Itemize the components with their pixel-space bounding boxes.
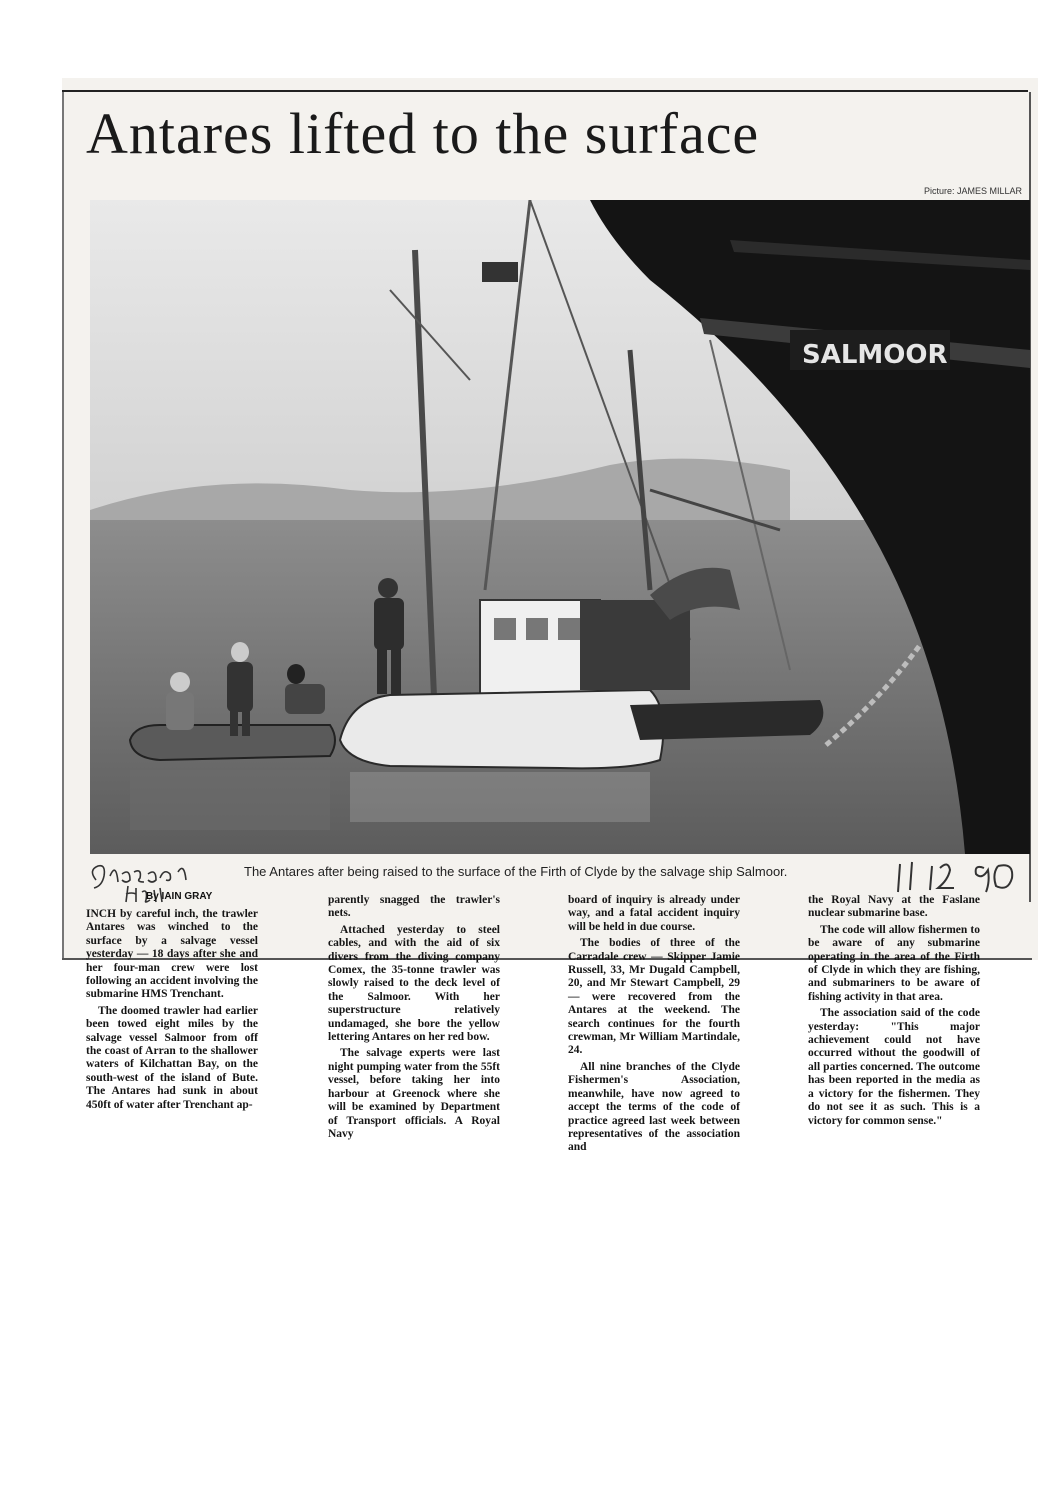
paragraph: parently snagged the trawler's nets. [328, 894, 500, 920]
photo-credit: Picture: JAMES MILLAR [923, 186, 1022, 196]
headline: Antares lifted to the surface [86, 101, 760, 166]
article-column-2 [328, 894, 500, 1144]
paragraph: The doomed trawler had earlier been towed eight miles by the salvage vessel Salmoor from off the coast of Arran to the shallower waters of Kilchattan Bay, on the south-west of the island of Bute. The Antares had sunk in about 450ft of water after Trenchant ap- [86, 1004, 258, 1111]
article-column-4 [808, 894, 980, 1131]
article-column-3 [568, 894, 740, 1158]
paragraph: board of inquiry is already under way, and a fatal accident inquiry will be held in due course. [568, 894, 740, 933]
paragraph: The association said of the code yesterday: "This major achievement could not have occurred without the goodwill of all parties concerned. The outcome has been reported in the media as a victory for the fishermen. They do not see it as such. This is a victory for common sense." [808, 1007, 980, 1127]
article-column-1 [86, 908, 258, 1115]
paragraph: The code will allow fishermen to be aware of any submarine operating in the area of the Firth of Clyde in which they are fishing, and submariners to be aware of fishing activity in that area. [808, 923, 980, 1003]
paragraph: INCH by careful inch, the trawler Antares was winched to the surface by a salvage vessel yesterday — 18 days after she and her four-man crew were lost following an accident involving the submarine HMS Trenchant. [86, 908, 258, 1001]
photo-caption: The Antares after being raised to the surface of the Firth of Clyde by the salvage ship Salmoor. [244, 864, 788, 879]
news-photo [90, 200, 1030, 854]
ship-name-lettering: SALMOOR [802, 340, 948, 370]
byline: By IAIN GRAY [146, 891, 213, 902]
paragraph: All nine branches of the Clyde Fishermen's Association, meanwhile, have now agreed to accept the terms of the code of practice agreed last week between representatives of the association and [568, 1060, 740, 1154]
paragraph: the Royal Navy at the Faslane nuclear submarine base. [808, 894, 980, 920]
top-rule [62, 90, 1028, 92]
paragraph: Attached yesterday to steel cables, and with the aid of six divers from the diving company Comex, the 35-tonne trawler was slowly raised to the deck level of the Salmoor. With her superstructure relatively undamaged, she bore the yellow lettering Antares on her red bow. [328, 923, 500, 1044]
paragraph: The bodies of three of the Carradale crew — Skipper Jamie Russell, 33, Mr Dugald Campbell, 20, and Mr Stewart Campbell, 29 — were recovered from the Antares at the weekend. The search continues for the fourth crewman, Mr William Martindale, 24. [568, 937, 740, 1057]
paragraph: The salvage experts were last night pumping water from the 55ft vessel, before taking her into harbour at Greenock where she will be examined by Department of Transport officials. A Royal Navy [328, 1047, 500, 1140]
handwritten-date-note [894, 858, 1026, 896]
clipping-left-edge [62, 92, 64, 960]
